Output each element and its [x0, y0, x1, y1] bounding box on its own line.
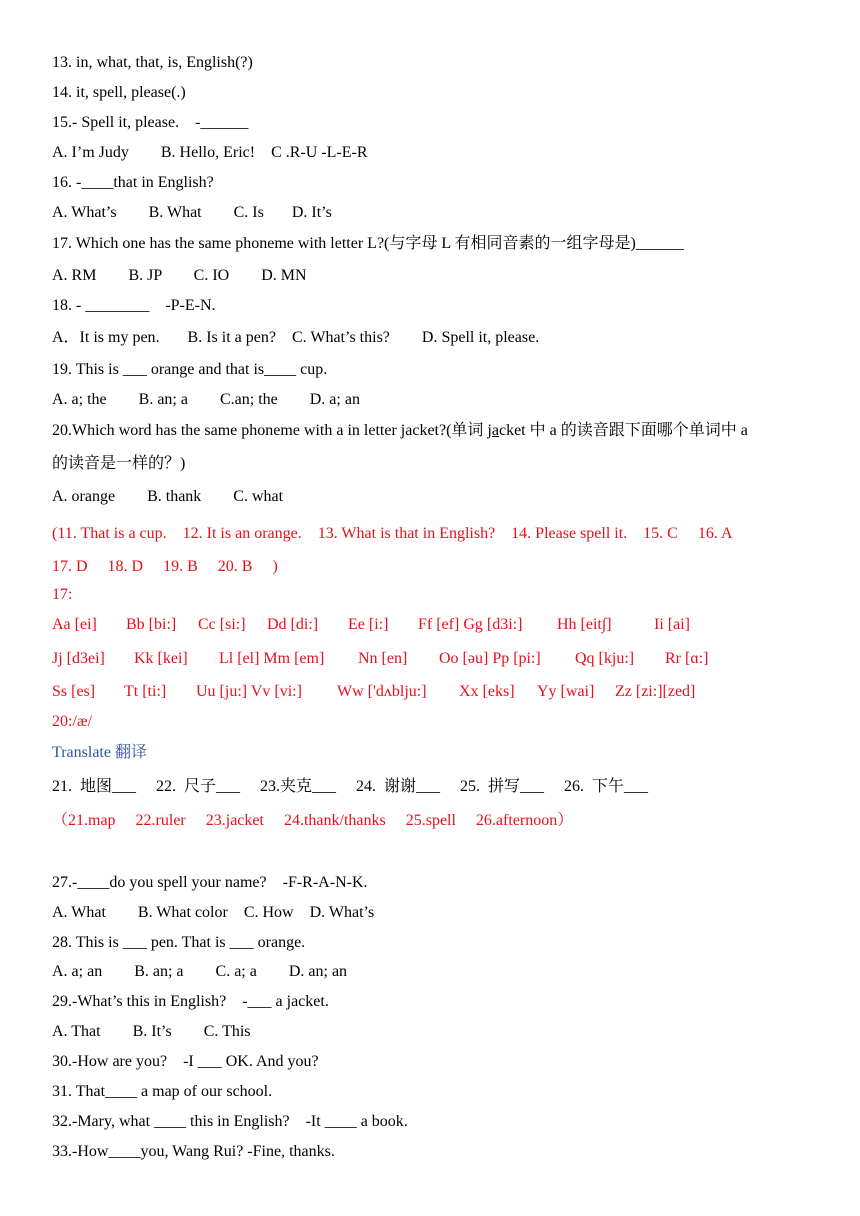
- phonetic-xx: Xx [eks]: [459, 683, 515, 700]
- question-15-options: A. I’m Judy B. Hello, Eric! C .R-U -L-E-R: [52, 144, 368, 161]
- phonetic-hh: Hh [eit∫]: [557, 616, 612, 633]
- question-27: 27.-____do you spell your name? -F-R-A-N-K.: [52, 874, 368, 891]
- phonetic-cc: Cc [si:]: [198, 616, 246, 633]
- question-15: 15.- Spell it, please. -______: [52, 114, 249, 131]
- phonetic-ee: Ee [i:]: [348, 616, 389, 633]
- question-19-options: A. a; the B. an; a C.an; the D. a; an: [52, 391, 360, 408]
- question-14: 14. it, spell, please(.): [52, 84, 186, 101]
- question-16-options: A. What’s B. What C. Is D. It’s: [52, 204, 332, 221]
- phonetic-ss: Ss [es]: [52, 683, 96, 700]
- question-20-underlined: ja: [487, 422, 499, 439]
- question-20-continued: 的读音是一样的？): [52, 455, 186, 472]
- question-19: 19. This is ___ orange and that is____ cup.: [52, 361, 328, 378]
- answers-17-20: 17. D 18. D 19. B 20. B ): [52, 558, 278, 575]
- question-33: 33.-How____you, Wang Rui? -Fine, thanks.: [52, 1143, 335, 1160]
- question-29-options: A. That B. It’s C. This: [52, 1023, 251, 1040]
- question-29: 29.-What’s this in English? -___ a jacket.: [52, 993, 329, 1010]
- question-20-text-b: cket 中 a 的读音跟下面哪个单词中 a: [498, 422, 748, 439]
- phonetic-oo-pp: Oo [əu] Pp [pi:]: [439, 650, 541, 667]
- question-17-options: A. RM B. JP C. IO D. MN: [52, 267, 307, 284]
- phonetic-dd: Dd [di:]: [267, 616, 319, 633]
- phonetic-aa: Aa [ei]: [52, 616, 97, 633]
- answer-20: 20:/æ/: [52, 713, 93, 730]
- phonetic-bb: Bb [bi:]: [126, 616, 177, 633]
- phonetic-ii: Ii [ai]: [654, 616, 690, 633]
- phonetic-qq: Qq [kju:]: [575, 650, 635, 667]
- phonetic-zz: Zz [zi:][zed]: [615, 683, 696, 700]
- phonetic-uu-vv: Uu [ju:] Vv [vi:]: [196, 683, 302, 700]
- answers-21-26: （21.map 22.ruler 23.jacket 24.thank/thanks 25.spell 26.afternoon）: [52, 812, 574, 829]
- phonetic-ww: Ww ['dʌblju:]: [337, 683, 427, 700]
- phonetic-yy: Yy [wai]: [537, 683, 595, 700]
- answer-17-label: 17:: [52, 586, 73, 603]
- phonetic-jj: Jj [d3ei]: [52, 650, 105, 667]
- phonetic-ff-gg: Ff [ef] Gg [d3i:]: [418, 616, 523, 633]
- question-20-text-a: 20.Which word has the same phoneme with a in letter jacket?(单词: [52, 422, 488, 439]
- translate-heading: Translate 翻译: [52, 744, 147, 761]
- question-28: 28. This is ___ pen. That is ___ orange.: [52, 934, 306, 951]
- question-20: [52, 421, 748, 441]
- questions-21-26: 21. 地图___ 22. 尺子___ 23.夹克___ 24. 谢谢___ 25. 拼写___ 26. 下午___: [52, 778, 649, 795]
- question-32: 32.-Mary, what ____ this in English? -It ____ a book.: [52, 1113, 408, 1130]
- phonetic-nn: Nn [en]: [358, 650, 408, 667]
- question-20-options: A. orange B. thank C. what: [52, 488, 284, 505]
- question-30: 30.-How are you? -I ___ OK. And you?: [52, 1053, 319, 1070]
- phonetic-kk: Kk [kei]: [134, 650, 188, 667]
- phonetic-rr: Rr [ɑ:]: [665, 650, 709, 667]
- question-18: 18. - ________ -P-E-N.: [52, 297, 216, 314]
- question-28-options: A. a; an B. an; a C. a; a D. an; an: [52, 963, 348, 980]
- question-31: 31. That____ a map of our school.: [52, 1083, 273, 1100]
- phonetic-tt: Tt [ti:]: [124, 683, 167, 700]
- question-17: 17. Which one has the same phoneme with letter L?(与字母 L 有相同音素的一组字母是)______: [52, 235, 684, 252]
- phonetic-ll-mm: Ll [el] Mm [em]: [219, 650, 325, 667]
- question-16: 16. -____that in English?: [52, 174, 214, 191]
- answers-11-16: (11. That is a cup. 12. It is an orange. 13. What is that in English? 14. Please spell it. 15. C 16. A: [52, 525, 733, 542]
- question-18-options: A．It is my pen. B. Is it a pen? C. What’s this? D. Spell it, please.: [52, 329, 540, 346]
- question-27-options: A. What B. What color C. How D. What’s: [52, 904, 375, 921]
- question-13: 13. in, what, that, is, English(?): [52, 54, 253, 71]
